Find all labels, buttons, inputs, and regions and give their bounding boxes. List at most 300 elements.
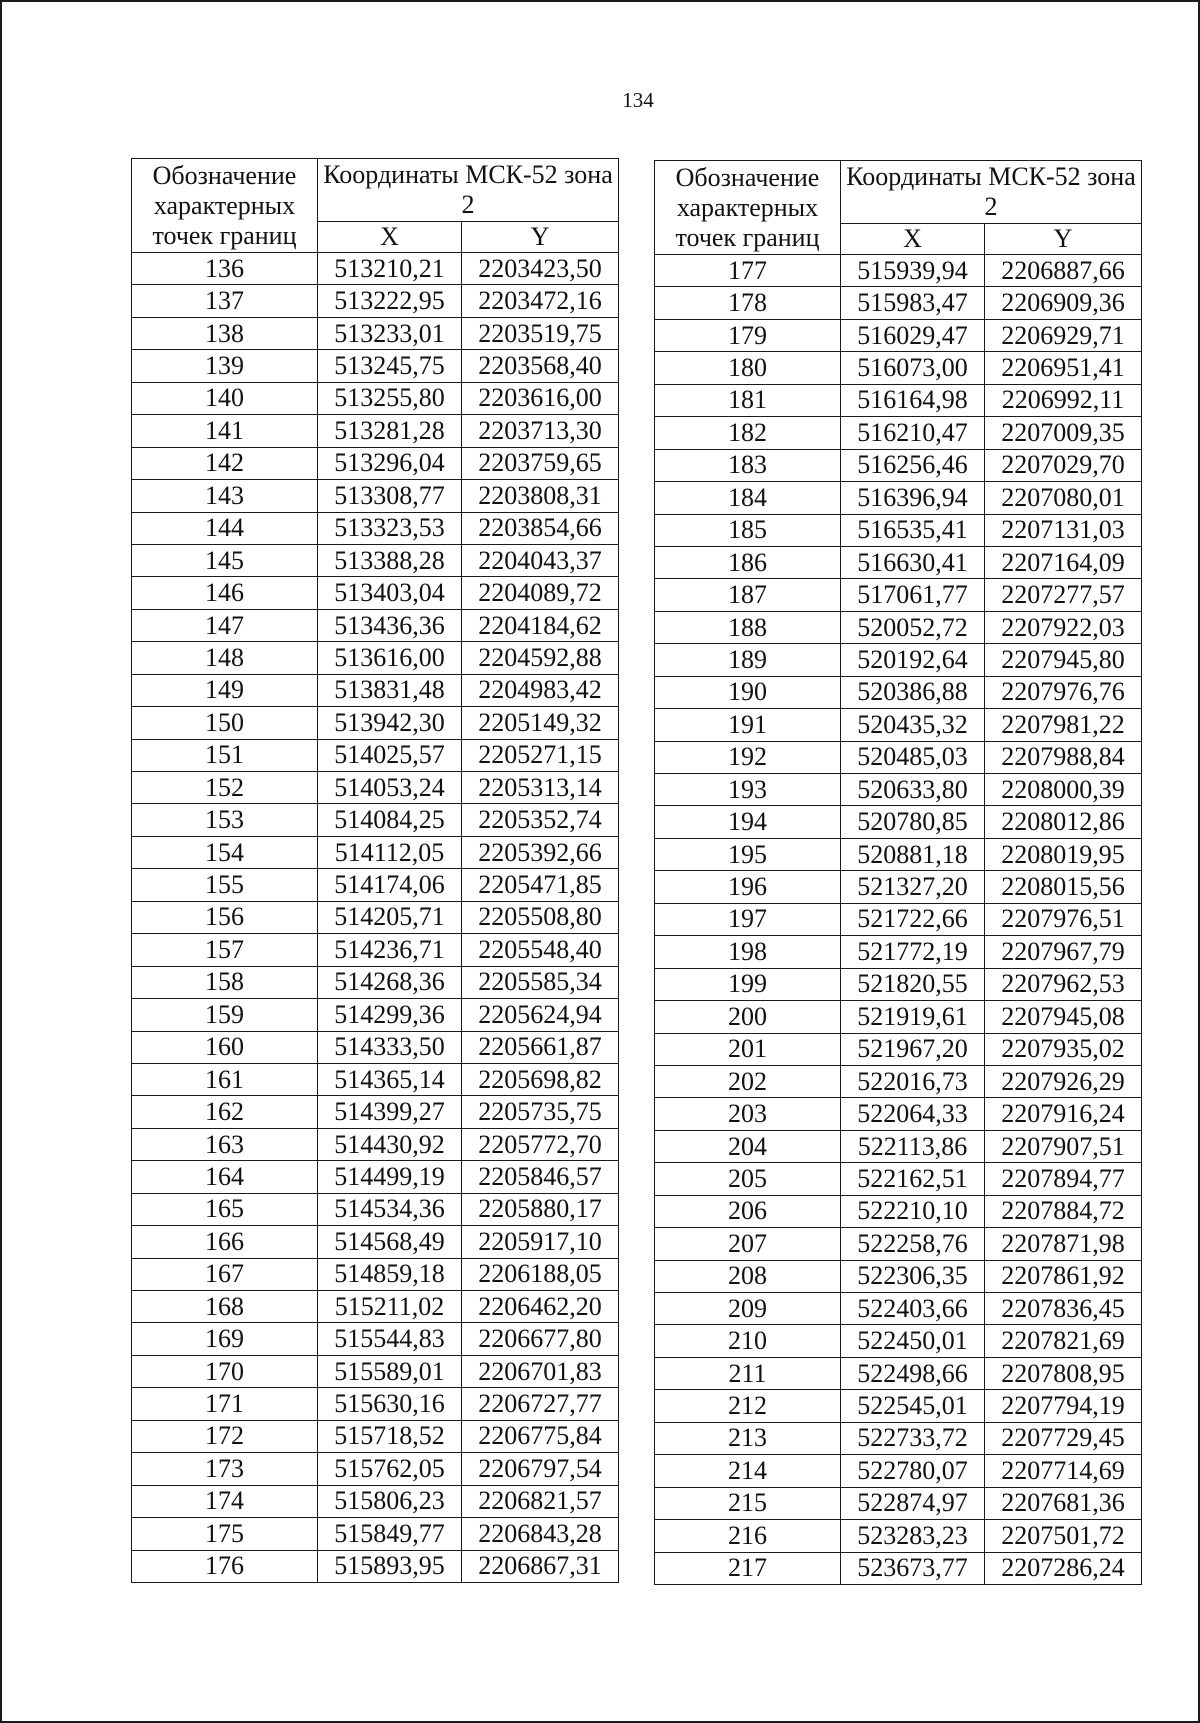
point-number-cell: 156 xyxy=(132,901,318,933)
point-number-cell: 178 xyxy=(655,287,841,319)
y-coordinate-cell: 2207976,76 xyxy=(985,676,1142,708)
x-coordinate-cell: 514365,14 xyxy=(318,1063,462,1095)
point-number-cell: 195 xyxy=(655,838,841,870)
table-row xyxy=(655,1455,1142,1487)
y-coordinate-cell: 2207836,45 xyxy=(985,1293,1142,1325)
y-coordinate-cell: 2207894,77 xyxy=(985,1163,1142,1195)
x-coordinate-cell: 513233,01 xyxy=(318,317,462,349)
y-coordinate-cell: 2207286,24 xyxy=(985,1552,1142,1584)
y-coordinate-cell: 2205271,15 xyxy=(462,739,619,771)
table-row xyxy=(655,1260,1142,1292)
x-coordinate-cell: 514399,27 xyxy=(318,1096,462,1128)
x-coordinate-cell: 514534,36 xyxy=(318,1193,462,1225)
x-coordinate-cell: 514430,92 xyxy=(318,1128,462,1160)
table-row xyxy=(655,352,1142,384)
table-row xyxy=(132,1226,619,1258)
table-row xyxy=(655,741,1142,773)
x-coordinate-cell: 516073,00 xyxy=(841,352,985,384)
point-number-cell: 211 xyxy=(655,1357,841,1389)
y-coordinate-cell: 2204983,42 xyxy=(462,674,619,706)
table-row xyxy=(132,382,619,414)
x-coordinate-cell: 513616,00 xyxy=(318,642,462,674)
point-number-cell: 148 xyxy=(132,642,318,674)
point-number-cell: 138 xyxy=(132,317,318,349)
table-row xyxy=(132,253,619,285)
point-number-cell: 164 xyxy=(132,1161,318,1193)
y-coordinate-cell: 2207967,79 xyxy=(985,936,1142,968)
y-coordinate-cell: 2205846,57 xyxy=(462,1161,619,1193)
y-coordinate-cell: 2203759,65 xyxy=(462,447,619,479)
y-coordinate-cell: 2205149,32 xyxy=(462,707,619,739)
table-row xyxy=(655,1195,1142,1227)
point-number-cell: 185 xyxy=(655,514,841,546)
y-coordinate-cell: 2207821,69 xyxy=(985,1325,1142,1357)
x-coordinate-cell: 516256,46 xyxy=(841,449,985,481)
point-number-cell: 159 xyxy=(132,999,318,1031)
x-coordinate-cell: 520485,03 xyxy=(841,741,985,773)
y-coordinate-cell: 2203808,31 xyxy=(462,480,619,512)
x-coordinate-cell: 515762,05 xyxy=(318,1453,462,1485)
y-coordinate-cell: 2205585,34 xyxy=(462,966,619,998)
table-row xyxy=(655,968,1142,1000)
x-coordinate-cell: 515806,23 xyxy=(318,1485,462,1517)
table-row xyxy=(132,674,619,706)
point-number-cell: 176 xyxy=(132,1550,318,1582)
y-coordinate-cell: 2207131,03 xyxy=(985,514,1142,546)
point-number-cell: 180 xyxy=(655,352,841,384)
y-coordinate-cell: 2207907,51 xyxy=(985,1130,1142,1162)
table-row xyxy=(132,1128,619,1160)
table-row xyxy=(655,546,1142,578)
table-row xyxy=(655,1325,1142,1357)
x-coordinate-cell: 522498,66 xyxy=(841,1357,985,1389)
y-coordinate-cell: 2206188,05 xyxy=(462,1258,619,1290)
x-coordinate-cell: 516210,47 xyxy=(841,417,985,449)
page-number: 134 xyxy=(622,88,654,112)
y-coordinate-cell: 2206701,83 xyxy=(462,1355,619,1387)
y-coordinate-cell: 2206727,77 xyxy=(462,1388,619,1420)
point-number-cell: 202 xyxy=(655,1065,841,1097)
x-coordinate-cell: 523673,77 xyxy=(841,1552,985,1584)
y-coordinate-cell: 2207962,53 xyxy=(985,968,1142,1000)
table-row xyxy=(132,966,619,998)
y-coordinate-cell: 2203423,50 xyxy=(462,253,619,285)
x-coordinate-cell: 513388,28 xyxy=(318,544,462,576)
x-coordinate-cell: 520192,64 xyxy=(841,644,985,676)
y-coordinate-cell: 2206867,31 xyxy=(462,1550,619,1582)
y-coordinate-cell: 2206462,20 xyxy=(462,1291,619,1323)
table-row xyxy=(132,836,619,868)
y-coordinate-cell: 2207501,72 xyxy=(985,1520,1142,1552)
header-x: X xyxy=(841,224,985,255)
point-number-cell: 154 xyxy=(132,836,318,868)
point-number-cell: 163 xyxy=(132,1128,318,1160)
y-coordinate-cell: 2203854,66 xyxy=(462,512,619,544)
point-number-cell: 187 xyxy=(655,579,841,611)
table-row xyxy=(132,480,619,512)
point-number-cell: 196 xyxy=(655,871,841,903)
point-number-cell: 162 xyxy=(132,1096,318,1128)
y-coordinate-cell: 2206887,66 xyxy=(985,255,1142,287)
point-number-cell: 140 xyxy=(132,382,318,414)
header-coordinates-title: Координаты МСК-52 зона 2 xyxy=(841,161,1142,224)
point-number-cell: 139 xyxy=(132,350,318,382)
point-number-cell: 179 xyxy=(655,319,841,351)
table-row xyxy=(655,871,1142,903)
table-row xyxy=(655,1163,1142,1195)
x-coordinate-cell: 515630,16 xyxy=(318,1388,462,1420)
table-row xyxy=(132,415,619,447)
table-row xyxy=(655,676,1142,708)
y-coordinate-cell: 2207164,09 xyxy=(985,546,1142,578)
y-coordinate-cell: 2203519,75 xyxy=(462,317,619,349)
table-row xyxy=(132,772,619,804)
point-number-cell: 197 xyxy=(655,903,841,935)
table-row xyxy=(655,1065,1142,1097)
x-coordinate-cell: 520780,85 xyxy=(841,806,985,838)
y-coordinate-cell: 2206775,84 xyxy=(462,1420,619,1452)
point-number-cell: 188 xyxy=(655,611,841,643)
point-number-cell: 165 xyxy=(132,1193,318,1225)
y-coordinate-cell: 2206797,54 xyxy=(462,1453,619,1485)
y-coordinate-cell: 2205917,10 xyxy=(462,1226,619,1258)
y-coordinate-cell: 2206992,11 xyxy=(985,384,1142,416)
y-coordinate-cell: 2207988,84 xyxy=(985,741,1142,773)
table-row xyxy=(655,1552,1142,1584)
header-x: X xyxy=(318,222,462,253)
table-row xyxy=(132,901,619,933)
point-number-cell: 150 xyxy=(132,707,318,739)
y-coordinate-cell: 2206677,80 xyxy=(462,1323,619,1355)
table-row xyxy=(132,1453,619,1485)
point-number-cell: 177 xyxy=(655,255,841,287)
table-row xyxy=(132,577,619,609)
table-row xyxy=(655,611,1142,643)
table-body xyxy=(132,253,619,1583)
x-coordinate-cell: 522403,66 xyxy=(841,1293,985,1325)
header-y: Y xyxy=(985,224,1142,255)
x-coordinate-cell: 522258,76 xyxy=(841,1228,985,1260)
header-y: Y xyxy=(462,222,619,253)
point-number-cell: 194 xyxy=(655,806,841,838)
point-number-cell: 145 xyxy=(132,544,318,576)
point-number-cell: 191 xyxy=(655,709,841,741)
y-coordinate-cell: 2205548,40 xyxy=(462,934,619,966)
y-coordinate-cell: 2205661,87 xyxy=(462,1031,619,1063)
table-row xyxy=(132,1518,619,1550)
x-coordinate-cell: 513308,77 xyxy=(318,480,462,512)
x-coordinate-cell: 516630,41 xyxy=(841,546,985,578)
point-number-cell: 203 xyxy=(655,1098,841,1130)
table-row xyxy=(655,1293,1142,1325)
table-row xyxy=(132,544,619,576)
table-row xyxy=(655,287,1142,319)
point-number-cell: 212 xyxy=(655,1390,841,1422)
y-coordinate-cell: 2207861,92 xyxy=(985,1260,1142,1292)
y-coordinate-cell: 2205772,70 xyxy=(462,1128,619,1160)
x-coordinate-cell: 522113,86 xyxy=(841,1130,985,1162)
x-coordinate-cell: 521772,19 xyxy=(841,936,985,968)
x-coordinate-cell: 520881,18 xyxy=(841,838,985,870)
table-row xyxy=(132,1031,619,1063)
x-coordinate-cell: 521919,61 xyxy=(841,1001,985,1033)
x-coordinate-cell: 514568,49 xyxy=(318,1226,462,1258)
x-coordinate-cell: 517061,77 xyxy=(841,579,985,611)
x-coordinate-cell: 515544,83 xyxy=(318,1323,462,1355)
x-coordinate-cell: 522306,35 xyxy=(841,1260,985,1292)
table-row xyxy=(655,255,1142,287)
point-number-cell: 158 xyxy=(132,966,318,998)
point-number-cell: 173 xyxy=(132,1453,318,1485)
point-number-cell: 160 xyxy=(132,1031,318,1063)
table-row xyxy=(132,1096,619,1128)
y-coordinate-cell: 2205392,66 xyxy=(462,836,619,868)
table-row xyxy=(132,804,619,836)
header-point-designation: Обозначение характерных точек границ xyxy=(132,159,318,253)
x-coordinate-cell: 513210,21 xyxy=(318,253,462,285)
x-coordinate-cell: 513255,80 xyxy=(318,382,462,414)
point-number-cell: 137 xyxy=(132,285,318,317)
header-coordinates-title: Координаты МСК-52 зона 2 xyxy=(318,159,619,222)
point-number-cell: 146 xyxy=(132,577,318,609)
point-number-cell: 190 xyxy=(655,676,841,708)
y-coordinate-cell: 2206929,71 xyxy=(985,319,1142,351)
point-number-cell: 217 xyxy=(655,1552,841,1584)
y-coordinate-cell: 2206843,28 xyxy=(462,1518,619,1550)
point-number-cell: 147 xyxy=(132,609,318,641)
table-row xyxy=(655,838,1142,870)
x-coordinate-cell: 514025,57 xyxy=(318,739,462,771)
point-number-cell: 169 xyxy=(132,1323,318,1355)
x-coordinate-cell: 521327,20 xyxy=(841,871,985,903)
point-number-cell: 175 xyxy=(132,1518,318,1550)
table-row xyxy=(132,1291,619,1323)
table-row xyxy=(655,806,1142,838)
table-row xyxy=(655,1487,1142,1519)
y-coordinate-cell: 2203472,16 xyxy=(462,285,619,317)
x-coordinate-cell: 520386,88 xyxy=(841,676,985,708)
x-coordinate-cell: 522162,51 xyxy=(841,1163,985,1195)
table-row xyxy=(132,1485,619,1517)
table-row xyxy=(132,1161,619,1193)
table-row xyxy=(132,1388,619,1420)
y-coordinate-cell: 2208012,86 xyxy=(985,806,1142,838)
point-number-cell: 200 xyxy=(655,1001,841,1033)
y-coordinate-cell: 2205698,82 xyxy=(462,1063,619,1095)
y-coordinate-cell: 2205508,80 xyxy=(462,901,619,933)
y-coordinate-cell: 2204592,88 xyxy=(462,642,619,674)
y-coordinate-cell: 2208000,39 xyxy=(985,774,1142,806)
x-coordinate-cell: 513831,48 xyxy=(318,674,462,706)
table-row xyxy=(132,1550,619,1582)
x-coordinate-cell: 514205,71 xyxy=(318,901,462,933)
table-row xyxy=(655,384,1142,416)
x-coordinate-cell: 515589,01 xyxy=(318,1355,462,1387)
point-number-cell: 215 xyxy=(655,1487,841,1519)
point-number-cell: 206 xyxy=(655,1195,841,1227)
y-coordinate-cell: 2207277,57 xyxy=(985,579,1142,611)
x-coordinate-cell: 514299,36 xyxy=(318,999,462,1031)
table-row xyxy=(655,936,1142,968)
point-number-cell: 174 xyxy=(132,1485,318,1517)
y-coordinate-cell: 2207926,29 xyxy=(985,1065,1142,1097)
table-row xyxy=(132,739,619,771)
point-number-cell: 204 xyxy=(655,1130,841,1162)
x-coordinate-cell: 522064,33 xyxy=(841,1098,985,1130)
point-number-cell: 209 xyxy=(655,1293,841,1325)
y-coordinate-cell: 2207714,69 xyxy=(985,1455,1142,1487)
table-row xyxy=(655,774,1142,806)
point-number-cell: 213 xyxy=(655,1422,841,1454)
x-coordinate-cell: 514333,50 xyxy=(318,1031,462,1063)
point-number-cell: 214 xyxy=(655,1455,841,1487)
table-row xyxy=(132,512,619,544)
table-row xyxy=(132,1193,619,1225)
x-coordinate-cell: 515939,94 xyxy=(841,255,985,287)
table-row xyxy=(655,514,1142,546)
table-row xyxy=(132,1323,619,1355)
y-coordinate-cell: 2207729,45 xyxy=(985,1422,1142,1454)
point-number-cell: 172 xyxy=(132,1420,318,1452)
y-coordinate-cell: 2207981,22 xyxy=(985,709,1142,741)
y-coordinate-cell: 2208015,56 xyxy=(985,871,1142,903)
table-row xyxy=(655,644,1142,676)
x-coordinate-cell: 513245,75 xyxy=(318,350,462,382)
table-row xyxy=(655,903,1142,935)
table-row xyxy=(132,869,619,901)
point-number-cell: 210 xyxy=(655,1325,841,1357)
x-coordinate-cell: 520633,80 xyxy=(841,774,985,806)
y-coordinate-cell: 2207976,51 xyxy=(985,903,1142,935)
y-coordinate-cell: 2204043,37 xyxy=(462,544,619,576)
x-coordinate-cell: 513296,04 xyxy=(318,447,462,479)
y-coordinate-cell: 2207884,72 xyxy=(985,1195,1142,1227)
x-coordinate-cell: 515211,02 xyxy=(318,1291,462,1323)
x-coordinate-cell: 523283,23 xyxy=(841,1520,985,1552)
point-number-cell: 153 xyxy=(132,804,318,836)
point-number-cell: 149 xyxy=(132,674,318,706)
y-coordinate-cell: 2207871,98 xyxy=(985,1228,1142,1260)
x-coordinate-cell: 516029,47 xyxy=(841,319,985,351)
x-coordinate-cell: 522545,01 xyxy=(841,1390,985,1422)
table-row xyxy=(655,417,1142,449)
y-coordinate-cell: 2204089,72 xyxy=(462,577,619,609)
y-coordinate-cell: 2207080,01 xyxy=(985,482,1142,514)
x-coordinate-cell: 514236,71 xyxy=(318,934,462,966)
y-coordinate-cell: 2205735,75 xyxy=(462,1096,619,1128)
x-coordinate-cell: 516535,41 xyxy=(841,514,985,546)
x-coordinate-cell: 516164,98 xyxy=(841,384,985,416)
table-row xyxy=(655,482,1142,514)
point-number-cell: 151 xyxy=(132,739,318,771)
point-number-cell: 184 xyxy=(655,482,841,514)
table-row xyxy=(655,579,1142,611)
table-row xyxy=(132,447,619,479)
y-coordinate-cell: 2207808,95 xyxy=(985,1357,1142,1389)
x-coordinate-cell: 516396,94 xyxy=(841,482,985,514)
table-row xyxy=(132,1258,619,1290)
point-number-cell: 144 xyxy=(132,512,318,544)
y-coordinate-cell: 2207029,70 xyxy=(985,449,1142,481)
table-row xyxy=(655,1001,1142,1033)
y-coordinate-cell: 2205352,74 xyxy=(462,804,619,836)
table-row xyxy=(132,707,619,739)
x-coordinate-cell: 521722,66 xyxy=(841,903,985,935)
x-coordinate-cell: 522874,97 xyxy=(841,1487,985,1519)
x-coordinate-cell: 515849,77 xyxy=(318,1518,462,1550)
x-coordinate-cell: 520052,72 xyxy=(841,611,985,643)
x-coordinate-cell: 515893,95 xyxy=(318,1550,462,1582)
x-coordinate-cell: 514174,06 xyxy=(318,869,462,901)
y-coordinate-cell: 2207945,08 xyxy=(985,1001,1142,1033)
table-row xyxy=(655,449,1142,481)
table-row xyxy=(132,609,619,641)
x-coordinate-cell: 521820,55 xyxy=(841,968,985,1000)
point-number-cell: 186 xyxy=(655,546,841,578)
table-row xyxy=(655,709,1142,741)
y-coordinate-cell: 2204184,62 xyxy=(462,609,619,641)
x-coordinate-cell: 522780,07 xyxy=(841,1455,985,1487)
point-number-cell: 207 xyxy=(655,1228,841,1260)
x-coordinate-cell: 513436,36 xyxy=(318,609,462,641)
x-coordinate-cell: 520435,32 xyxy=(841,709,985,741)
x-coordinate-cell: 514268,36 xyxy=(318,966,462,998)
point-number-cell: 208 xyxy=(655,1260,841,1292)
point-number-cell: 171 xyxy=(132,1388,318,1420)
table-row xyxy=(132,1355,619,1387)
x-coordinate-cell: 515983,47 xyxy=(841,287,985,319)
x-coordinate-cell: 515718,52 xyxy=(318,1420,462,1452)
y-coordinate-cell: 2207916,24 xyxy=(985,1098,1142,1130)
table-row xyxy=(655,1422,1142,1454)
table-row xyxy=(132,1063,619,1095)
point-number-cell: 170 xyxy=(132,1355,318,1387)
table-row xyxy=(655,1228,1142,1260)
table-row xyxy=(132,317,619,349)
y-coordinate-cell: 2207009,35 xyxy=(985,417,1142,449)
x-coordinate-cell: 522016,73 xyxy=(841,1065,985,1097)
x-coordinate-cell: 513281,28 xyxy=(318,415,462,447)
y-coordinate-cell: 2206909,36 xyxy=(985,287,1142,319)
y-coordinate-cell: 2205624,94 xyxy=(462,999,619,1031)
x-coordinate-cell: 514859,18 xyxy=(318,1258,462,1290)
coordinates-table-left xyxy=(131,158,619,1583)
point-number-cell: 167 xyxy=(132,1258,318,1290)
x-coordinate-cell: 522733,72 xyxy=(841,1422,985,1454)
point-number-cell: 136 xyxy=(132,253,318,285)
x-coordinate-cell: 513942,30 xyxy=(318,707,462,739)
point-number-cell: 198 xyxy=(655,936,841,968)
table-body xyxy=(655,255,1142,1585)
y-coordinate-cell: 2206951,41 xyxy=(985,352,1142,384)
table-row xyxy=(132,999,619,1031)
point-number-cell: 199 xyxy=(655,968,841,1000)
y-coordinate-cell: 2205313,14 xyxy=(462,772,619,804)
point-number-cell: 143 xyxy=(132,480,318,512)
table-row xyxy=(655,1098,1142,1130)
point-number-cell: 216 xyxy=(655,1520,841,1552)
y-coordinate-cell: 2207794,19 xyxy=(985,1390,1142,1422)
point-number-cell: 201 xyxy=(655,1033,841,1065)
table-row xyxy=(132,642,619,674)
point-number-cell: 189 xyxy=(655,644,841,676)
point-number-cell: 182 xyxy=(655,417,841,449)
table-row xyxy=(655,1520,1142,1552)
y-coordinate-cell: 2203616,00 xyxy=(462,382,619,414)
table-row xyxy=(132,1420,619,1452)
point-number-cell: 168 xyxy=(132,1291,318,1323)
point-number-cell: 161 xyxy=(132,1063,318,1095)
